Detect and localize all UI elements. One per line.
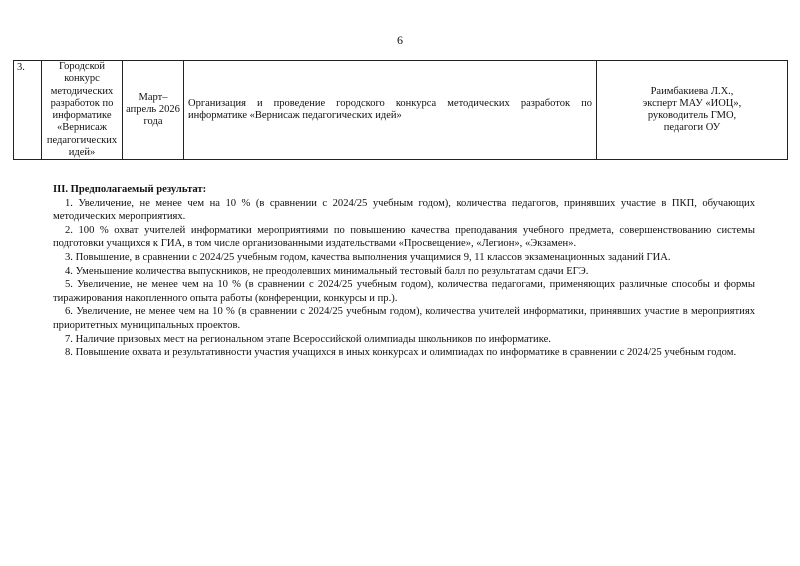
result-item: 1. Увеличение, не менее чем на 10 % (в сравнении с 2024/25 учебным годом), количества педагогов, принявших участие в ПКП, обучающих методических мероприятиях. — [53, 197, 755, 223]
result-item: 6. Увеличение, не менее чем на 10 % (в сравнении с 2024/25 учебным годом), количества учителей информатики, принявших участие в мероприятиях приоритетных муниципальных проектов. — [53, 306, 755, 331]
section-heading: III. Предполагаемый результат: — [53, 184, 207, 195]
event-name: Городской конкурс методических разработок по информатике «Вернисаж педагогических идей» — [42, 61, 123, 160]
result-item: 5. Увеличение, не менее чем на 10 % (в сравнении с 2024/25 учебным годом), количества педагогами, применяющих различные способы и формы тиражирования накопленного опыта работы (конференции, конкурсы и пр.). — [53, 279, 755, 304]
table-row — [14, 61, 788, 160]
result-item: 3. Повышение, в сравнении с 2024/25 учебным годом, качества выполнения учащимися 9, 11 классов экзаменационных заданий ГИА. — [65, 251, 671, 263]
event-date: Март– апрель 2026 года — [123, 61, 184, 160]
event-description: Организация и проведение городского конкурса методических разработок по информатике «Вернисаж педагогических идей» — [184, 61, 597, 160]
result-item: 4. Уменьшение количества выпускников, не преодолевших минимальный тестовый балл по результатам сдачи ЕГЭ. — [65, 265, 589, 277]
page-number: 6 — [397, 33, 403, 47]
event-responsible — [597, 61, 788, 160]
expected-results-section — [53, 183, 755, 360]
responsible-line: руководитель ГМО, — [647, 110, 737, 122]
responsible-line: эксперт МАУ «ИОЦ», — [642, 97, 742, 109]
events-table — [13, 60, 788, 160]
responsible-line: педагоги ОУ — [663, 122, 721, 134]
result-item: 2. 100 % охват учителей информатики мероприятиями по повышению качества преподавания учебного предмета, совершенствованию системы подготовки учащихся к ГИА, в том числе организованными издательствами «Просвещение», «Легион», «Экзамен». — [53, 224, 755, 250]
row-number: 3. — [14, 61, 42, 160]
result-item: 7. Наличие призовых мест на региональном этапе Всероссийской олимпиады школьников по информатике. — [65, 333, 551, 345]
result-item: 8. Повышение охвата и результативности участия учащихся в иных конкурсах и олимпиадах по информатике в сравнении с 2024/25 учебным годом. — [65, 347, 737, 359]
responsible-line: Раимбакиева Л.Х., — [650, 85, 734, 97]
